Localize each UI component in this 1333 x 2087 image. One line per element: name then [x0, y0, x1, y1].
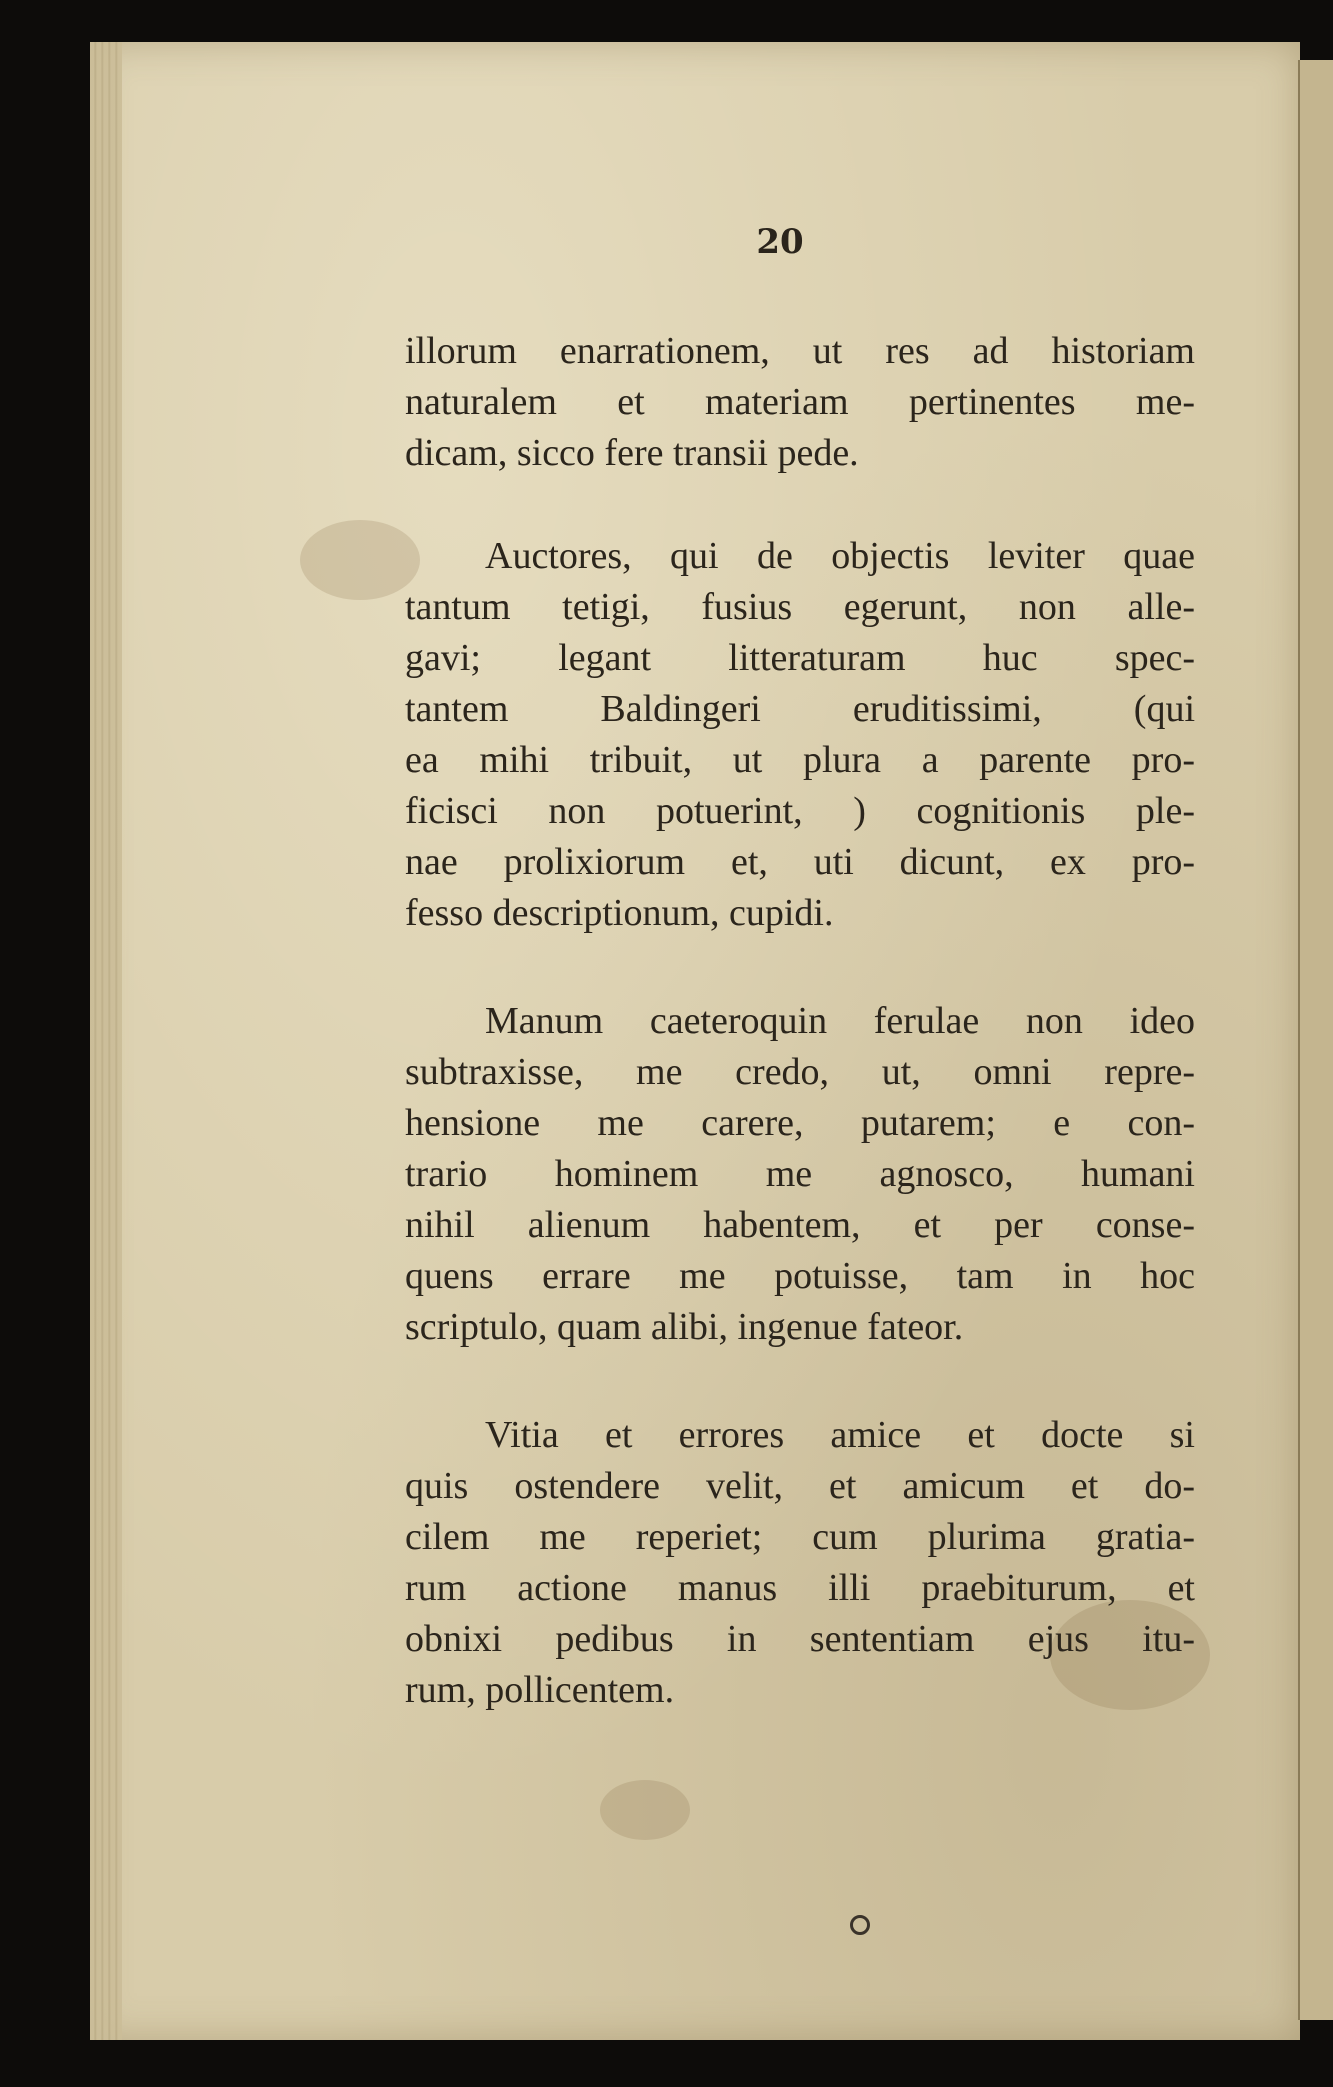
text-line: illorum enarrationem, ut res ad historiam — [405, 330, 1195, 372]
text-line: Vitia et errores amice et docte si — [485, 1414, 1195, 1456]
text-line: rum actione manus illi praebiturum, et — [405, 1567, 1195, 1609]
text-line: quis ostendere velit, et amicum et do- — [405, 1465, 1195, 1507]
text-line: quens errare me potuisse, tam in hoc — [405, 1255, 1195, 1297]
text-line: ficisci non potuerint, ) cognitionis ple- — [405, 790, 1195, 832]
facing-page-edge — [1298, 60, 1333, 2020]
text-line: gavi; legant litteraturam huc spec- — [405, 637, 1195, 679]
text-line: tantem Baldingeri eruditissimi, (qui — [405, 688, 1195, 730]
text-line: naturalem et materiam pertinentes me- — [405, 381, 1195, 423]
paragraph-4 — [405, 1410, 1195, 1716]
text-line: trario hominem me agnosco, humani — [405, 1153, 1195, 1195]
foxing-stain — [300, 520, 420, 600]
text-line: rum, pollicentem. — [405, 1669, 675, 1711]
text-line: fesso descriptionum, cupidi. — [405, 892, 834, 934]
text-line: nae prolixiorum et, uti dicunt, ex pro- — [405, 841, 1195, 883]
text-line: subtraxisse, me credo, ut, omni repre- — [405, 1051, 1195, 1093]
text-line: hensione me carere, putarem; e con- — [405, 1102, 1195, 1144]
text-line: scriptulo, quam alibi, ingenue fateor. — [405, 1306, 964, 1348]
text-line: Auctores, qui de objectis leviter quae — [485, 535, 1195, 577]
text-line: cilem me reperiet; cum plurima gratia- — [405, 1516, 1195, 1558]
printer-ornament-icon — [850, 1915, 870, 1935]
paragraph-2 — [405, 531, 1195, 939]
text-line: dicam, sicco fere transii pede. — [405, 432, 859, 474]
paragraph-1 — [405, 326, 1195, 479]
text-line: tantum tetigi, fusius egerunt, non alle- — [405, 586, 1195, 628]
page-number: 20 — [756, 222, 804, 262]
text-line: ea mihi tribuit, ut plura a parente pro- — [405, 739, 1195, 781]
foxing-stain — [600, 1780, 690, 1840]
text-line: nihil alienum habentem, et per conse- — [405, 1204, 1195, 1246]
text-line: Manum caeteroquin ferulae non ideo — [485, 1000, 1195, 1042]
paragraph-3 — [405, 996, 1195, 1353]
text-line: obnixi pedibus in sententiam ejus itu- — [405, 1618, 1195, 1660]
page-edges — [90, 42, 122, 2040]
